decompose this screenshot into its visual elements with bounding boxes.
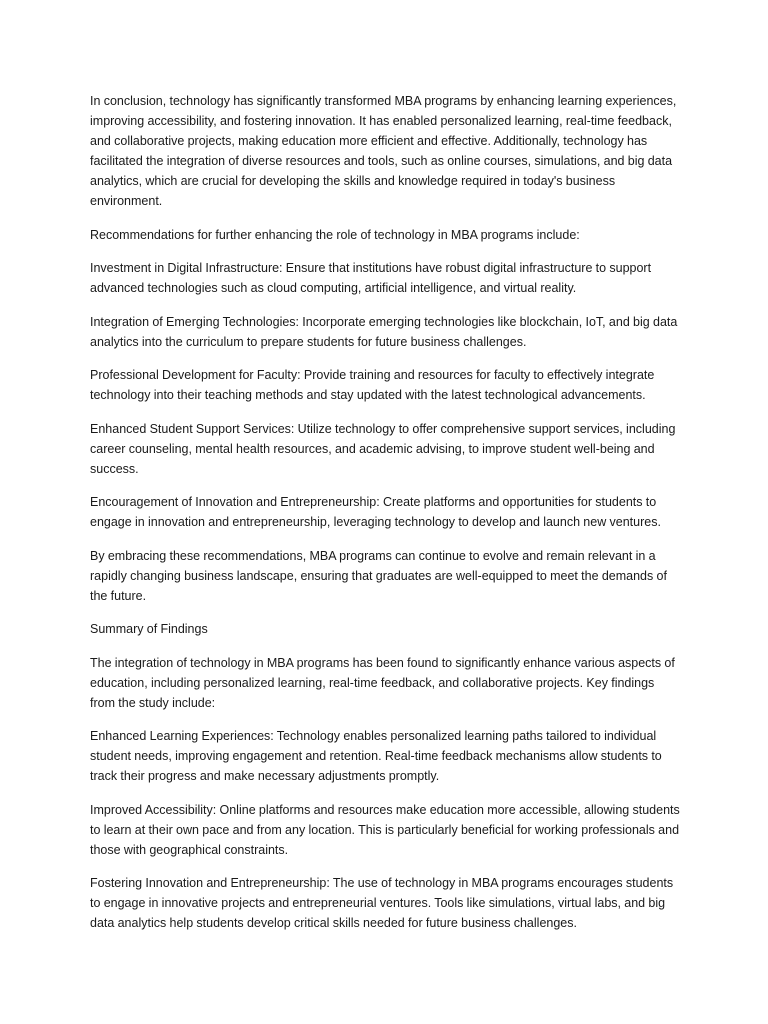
recommendations-closing: By embracing these recommendations, MBA programs can continue to evolve and remain relevant in a rapidly changing business landscape, ensuring that graduates are well-equipped to meet the demands of the future. (90, 548, 667, 603)
recommendation-faculty-development: Professional Development for Faculty: Provide training and resources for faculty to effectively integrate technology into their teaching methods and stay updated with the latest technological advancements. (90, 368, 655, 402)
summary-intro: The integration of technology in MBA programs has been found to significantly enhance various aspects of education, including personalized learning, real-time feedback, and collaborative projects. Key findings from the study include: (90, 655, 675, 710)
finding-accessibility: Improved Accessibility: Online platforms and resources make education more accessible, allowing students to learn at their own pace and from any location. This is particularly beneficial for working professionals and those with geographical constraints. (90, 802, 680, 857)
recommendation-innovation: Encouragement of Innovation and Entrepreneurship: Create platforms and opportunities for students to engage in innovation and entrepreneurship, leveraging technology to develop and launch new ventures. (90, 495, 661, 529)
finding-innovation: Fostering Innovation and Entrepreneurship: The use of technology in MBA programs encourages students to engage in innovative projects and entrepreneurial ventures. Tools like simulations, virtual labs, and big data analytics help students develop critical skills needed for future business challenges. (90, 876, 674, 930)
recommendation-emerging-technologies: Integration of Emerging Technologies: Incorporate emerging technologies like blockchain, IoT, and big data analytics into the curriculum to prepare students for future business challenges. (90, 314, 678, 349)
section-heading-summary: Summary of Findings (90, 622, 208, 636)
recommendation-digital-infrastructure: Investment in Digital Infrastructure: Ensure that institutions have robust digital infrastructure to support advanced technologies such as cloud computing, artificial intelligence, and virtual reality. (90, 261, 652, 295)
recommendations-intro: Recommendations for further enhancing the role of technology in MBA programs include: (90, 227, 580, 242)
conclusion-paragraph: In conclusion, technology has significantly transformed MBA programs by enhancing learning experiences, improving accessibility, and fostering innovation. It has enabled personalized learning, real-time feedback, and collaborative projects, making education more efficient and effective. Additionally, technology has facilitated the integration of diverse resources and tools, such as online courses, simulations, and big data analytics, which are crucial for developing the skills and knowledge required in today's business environment. (90, 94, 677, 208)
recommendation-student-support: Enhanced Student Support Services: Utilize technology to offer comprehensive support services, including career counseling, mental health resources, and academic advising, to improve student well-being and success. (90, 421, 676, 476)
finding-learning-experiences: Enhanced Learning Experiences: Technology enables personalized learning paths tailored to individual student needs, improving engagement and retention. Real-time feedback mechanisms allow students to track their progress and make necessary adjustments promptly. (90, 729, 662, 783)
